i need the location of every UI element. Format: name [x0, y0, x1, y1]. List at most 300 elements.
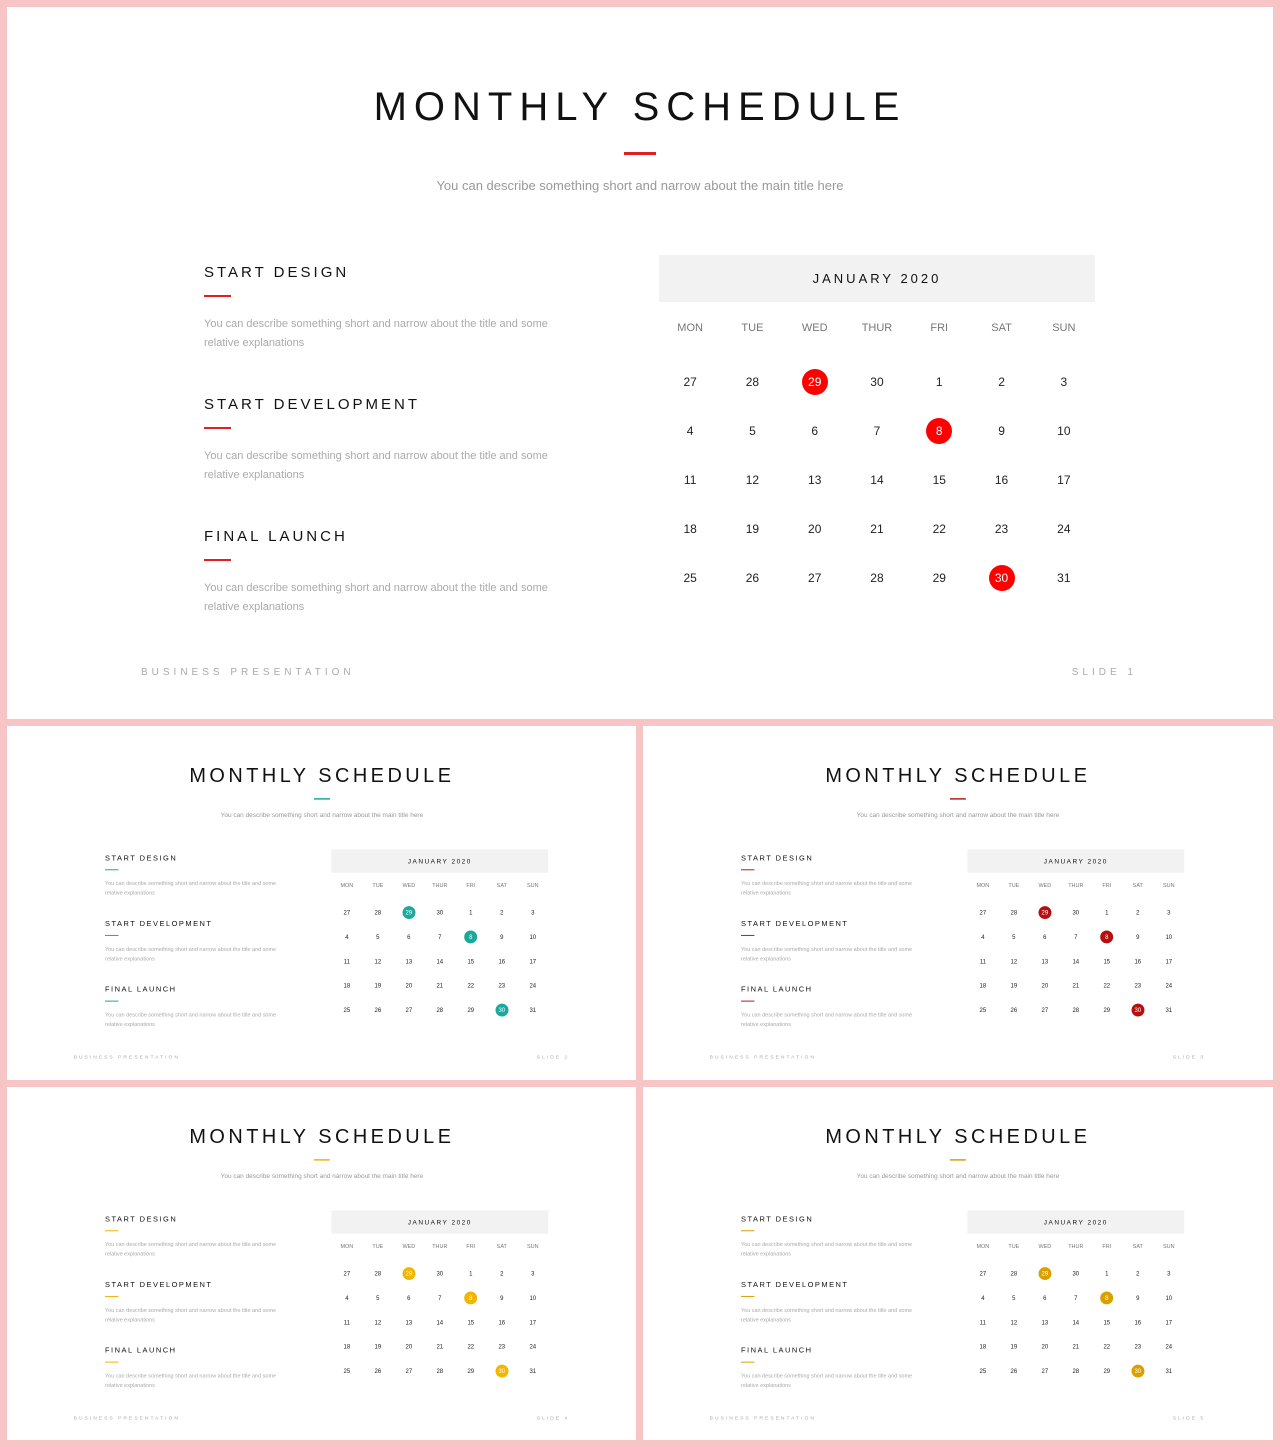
calendar-day[interactable] [967, 900, 998, 924]
calendar-day[interactable] [1029, 1359, 1060, 1383]
calendar-day-number: 24 [529, 981, 537, 989]
calendar-week-row [331, 1286, 548, 1310]
calendar-day[interactable] [1122, 925, 1153, 949]
calendar-day[interactable] [362, 900, 393, 924]
calendar-day[interactable] [967, 1334, 998, 1358]
calendar-day[interactable] [393, 998, 424, 1022]
calendar-day[interactable] [1060, 1359, 1091, 1383]
calendar-day[interactable] [393, 1310, 424, 1334]
title-accent-bar [314, 1159, 330, 1160]
calendar-day-number: 17 [529, 1318, 537, 1326]
task-item [741, 854, 920, 898]
task-item [741, 1346, 920, 1390]
calendar-day[interactable] [1060, 900, 1091, 924]
calendar-day[interactable] [393, 973, 424, 997]
calendar-day[interactable] [1153, 998, 1184, 1022]
calendar-day-number: 18 [979, 981, 987, 989]
calendar-day[interactable] [967, 1359, 998, 1383]
calendar-day-number: 3 [531, 1269, 535, 1277]
calendar-day-highlighted[interactable] [455, 1286, 486, 1310]
task-name: FINAL LAUNCH [741, 1346, 813, 1355]
calendar-day[interactable] [1033, 406, 1095, 455]
task-accent-bar [741, 1001, 754, 1002]
calendar-day-number: 7 [438, 933, 442, 941]
calendar-day[interactable] [455, 900, 486, 924]
calendar-day[interactable] [1153, 1261, 1184, 1285]
calendar-day[interactable] [1122, 1310, 1153, 1334]
slide-5[interactable] [643, 1087, 1273, 1440]
calendar-day[interactable] [1060, 998, 1091, 1022]
calendar-day[interactable] [393, 1286, 424, 1310]
weekday-label: FRI [1102, 882, 1112, 889]
slide-3[interactable] [643, 726, 1273, 1080]
task-description: You can describe something short and narrow about the title and some relative explanations [105, 1012, 277, 1028]
calendar-day[interactable] [331, 1261, 362, 1285]
calendar-day[interactable] [1029, 973, 1060, 997]
task-item [105, 920, 284, 964]
calendar-day-number: 14 [436, 1318, 444, 1326]
calendar-day[interactable] [846, 406, 908, 455]
calendar-day[interactable] [1060, 973, 1091, 997]
calendar-day[interactable] [659, 504, 721, 553]
calendar-day-highlighted[interactable] [1122, 1359, 1153, 1383]
calendar-day[interactable] [393, 925, 424, 949]
calendar-day[interactable] [846, 455, 908, 504]
calendar-day-number: 30 [495, 1003, 508, 1016]
calendar-day-number: 14 [870, 472, 884, 487]
calendar-day[interactable] [517, 949, 548, 973]
calendar-day[interactable] [784, 455, 846, 504]
calendar-day[interactable] [970, 455, 1032, 504]
calendar-day[interactable] [424, 949, 455, 973]
calendar-day[interactable] [721, 553, 783, 602]
task-name: START DESIGN [741, 853, 814, 863]
task-description: You can describe something short and narrow about the title and some relative explanations [204, 450, 548, 481]
calendar-day[interactable] [486, 949, 517, 973]
calendar-day[interactable] [1033, 455, 1095, 504]
calendar-day[interactable] [967, 925, 998, 949]
calendar-day-highlighted[interactable] [1122, 998, 1153, 1022]
calendar [331, 849, 548, 1022]
calendar-day[interactable] [721, 406, 783, 455]
slide-title: MONTHLY SCHEDULE [825, 1125, 1091, 1148]
calendar-day[interactable] [331, 1286, 362, 1310]
calendar-day-number: 23 [498, 981, 506, 989]
calendar-day[interactable] [331, 973, 362, 997]
calendar-day[interactable] [486, 1334, 517, 1358]
calendar-day[interactable] [998, 1310, 1029, 1334]
calendar-day-highlighted[interactable] [970, 553, 1032, 602]
calendar-week-row [331, 998, 548, 1022]
calendar-day[interactable] [331, 1310, 362, 1334]
calendar-day[interactable] [967, 1261, 998, 1285]
calendar-day[interactable] [455, 973, 486, 997]
calendar-day[interactable] [517, 925, 548, 949]
calendar-day[interactable] [486, 973, 517, 997]
weekday-label: SUN [1052, 322, 1076, 334]
calendar-day[interactable] [1091, 973, 1122, 997]
calendar-day[interactable] [1029, 1286, 1060, 1310]
calendar-day[interactable] [331, 1359, 362, 1383]
slide-2[interactable] [7, 726, 636, 1080]
calendar-day-number: 28 [374, 908, 382, 916]
task-name: START DESIGN [105, 1214, 178, 1224]
calendar-day[interactable] [331, 925, 362, 949]
calendar-day[interactable] [1122, 1261, 1153, 1285]
calendar-day[interactable] [1091, 1261, 1122, 1285]
calendar-day-number: 17 [1165, 957, 1173, 965]
calendar-day[interactable] [486, 1261, 517, 1285]
calendar-day-number: 23 [994, 521, 1009, 536]
weekday-header-row [659, 322, 1095, 342]
calendar-day[interactable] [362, 949, 393, 973]
footer-slide-number: SLIDE 2 [536, 1054, 570, 1060]
calendar-week-row [659, 455, 1095, 504]
calendar-day[interactable] [517, 1286, 548, 1310]
calendar-day-number: 5 [376, 1294, 380, 1302]
task-item [741, 1215, 920, 1259]
calendar-month-header: JANUARY 2020 [331, 849, 548, 872]
calendar-day[interactable] [455, 1261, 486, 1285]
calendar-day-number: 31 [1165, 1006, 1173, 1014]
calendar-day[interactable] [393, 1334, 424, 1358]
calendar-day[interactable] [1029, 949, 1060, 973]
calendar-day-number: 16 [994, 472, 1009, 487]
calendar-day[interactable] [1122, 973, 1153, 997]
calendar-day[interactable] [362, 1334, 393, 1358]
calendar-day[interactable] [1029, 925, 1060, 949]
calendar-day[interactable] [424, 1359, 455, 1383]
calendar-day-number: 21 [1072, 1342, 1080, 1350]
calendar-day-highlighted[interactable] [393, 900, 424, 924]
calendar-day[interactable] [1060, 949, 1091, 973]
calendar-day[interactable] [486, 1286, 517, 1310]
calendar-day[interactable] [517, 1359, 548, 1383]
calendar-day[interactable] [455, 998, 486, 1022]
calendar [967, 849, 1184, 1022]
calendar-day[interactable] [998, 1286, 1029, 1310]
task-description: You can describe something short and narrow about the title and some relative explanations [741, 1307, 913, 1323]
calendar-day[interactable] [486, 1310, 517, 1334]
calendar-day[interactable] [967, 973, 998, 997]
calendar-day-number: 3 [1167, 908, 1171, 916]
calendar-day[interactable] [393, 1359, 424, 1383]
calendar-day-highlighted[interactable] [908, 406, 970, 455]
calendar-day[interactable] [998, 925, 1029, 949]
calendar-day-number: 30 [1131, 1364, 1144, 1377]
calendar-day[interactable] [908, 357, 970, 406]
calendar-day-number: 23 [1134, 1342, 1142, 1350]
calendar-day[interactable] [784, 553, 846, 602]
calendar-day[interactable] [455, 1334, 486, 1358]
task-accent-bar [105, 1296, 118, 1297]
calendar-week-row [967, 1261, 1184, 1285]
calendar-day[interactable] [1153, 1310, 1184, 1334]
task-accent-bar [204, 295, 231, 297]
calendar-day-number: 30 [1072, 1269, 1080, 1277]
calendar-day[interactable] [1153, 925, 1184, 949]
weekday-label: SAT [496, 882, 507, 889]
calendar-day[interactable] [362, 998, 393, 1022]
calendar-day-number: 4 [686, 423, 694, 438]
calendar-day[interactable] [517, 1334, 548, 1358]
calendar-day-highlighted[interactable] [1029, 900, 1060, 924]
calendar-day[interactable] [784, 504, 846, 553]
calendar-day[interactable] [1091, 1310, 1122, 1334]
calendar-day[interactable] [1029, 998, 1060, 1022]
calendar-day[interactable] [970, 406, 1032, 455]
task-item [741, 1281, 920, 1325]
task-description: You can describe something short and narrow about the title and some relative explanations [105, 1307, 277, 1323]
calendar-day-number: 29 [1038, 1267, 1051, 1280]
calendar-day[interactable] [331, 900, 362, 924]
calendar-day[interactable] [1033, 553, 1095, 602]
task-description: You can describe something short and narrow about the title and some relative explanations [741, 880, 913, 897]
calendar-day-number: 7 [1074, 933, 1078, 941]
calendar-day[interactable] [908, 553, 970, 602]
calendar-day[interactable] [1153, 973, 1184, 997]
calendar-day-highlighted[interactable] [1029, 1261, 1060, 1285]
calendar-day-number: 2 [500, 1269, 504, 1277]
calendar-day[interactable] [331, 949, 362, 973]
calendar-day[interactable] [784, 406, 846, 455]
calendar-day[interactable] [998, 949, 1029, 973]
calendar-weeks [331, 900, 548, 1022]
calendar-day[interactable] [393, 949, 424, 973]
task-item [105, 1281, 284, 1325]
calendar-day-number: 30 [1131, 1003, 1144, 1016]
calendar-day[interactable] [1122, 1334, 1153, 1358]
weekday-label: SUN [526, 1243, 539, 1250]
calendar-day[interactable] [517, 1261, 548, 1285]
calendar-day[interactable] [1091, 1359, 1122, 1383]
calendar-day-number: 19 [745, 521, 760, 536]
calendar-day[interactable] [517, 900, 548, 924]
calendar-day[interactable] [998, 900, 1029, 924]
footer-left-label: BUSINESS PRESENTATION [141, 667, 355, 678]
task-item [204, 396, 564, 485]
calendar-day-number: 28 [1010, 1269, 1018, 1277]
weekday-label: FRI [930, 322, 949, 334]
calendar-day[interactable] [970, 357, 1032, 406]
calendar-day[interactable] [1029, 1310, 1060, 1334]
calendar-day[interactable] [1153, 1359, 1184, 1383]
calendar-day-number: 6 [407, 933, 411, 941]
calendar-day-number: 1 [469, 1269, 473, 1277]
calendar-day-highlighted[interactable] [393, 1261, 424, 1285]
calendar-day-number: 11 [979, 1318, 986, 1326]
calendar-day[interactable] [846, 504, 908, 553]
calendar-day[interactable] [1060, 1261, 1091, 1285]
calendar-day-number: 25 [343, 1006, 351, 1014]
calendar-day[interactable] [517, 973, 548, 997]
calendar-day[interactable] [1091, 900, 1122, 924]
calendar-day-number: 13 [1041, 957, 1049, 965]
calendar-day-number: 2 [1136, 1269, 1140, 1277]
calendar-day-number: 28 [1072, 1006, 1080, 1014]
calendar-day-highlighted[interactable] [784, 357, 846, 406]
weekday-header-row [331, 883, 548, 893]
calendar-day[interactable] [846, 553, 908, 602]
calendar-day[interactable] [659, 455, 721, 504]
calendar-day[interactable] [659, 357, 721, 406]
calendar-day-highlighted[interactable] [1091, 1286, 1122, 1310]
calendar-day[interactable] [331, 998, 362, 1022]
calendar-day-number: 14 [1072, 957, 1080, 965]
calendar-day[interactable] [1153, 1334, 1184, 1358]
calendar-day[interactable] [998, 1334, 1029, 1358]
task-accent-bar [204, 559, 231, 561]
weekday-label: TUE [1008, 882, 1020, 889]
calendar-day[interactable] [424, 973, 455, 997]
calendar-day[interactable] [1091, 1334, 1122, 1358]
calendar-day[interactable] [362, 1286, 393, 1310]
task-name: FINAL LAUNCH [204, 528, 348, 545]
calendar-day[interactable] [362, 1261, 393, 1285]
footer-left-label: BUSINESS PRESENTATION [709, 1415, 816, 1421]
calendar-day[interactable] [1060, 1310, 1091, 1334]
calendar-day-number: 26 [745, 570, 760, 585]
calendar-day[interactable] [1033, 357, 1095, 406]
calendar-week-row [967, 1286, 1184, 1310]
calendar-day-number: 5 [1012, 1294, 1016, 1302]
calendar-day-highlighted[interactable] [486, 998, 517, 1022]
calendar-day-number: 27 [343, 908, 351, 916]
calendar-day[interactable] [721, 455, 783, 504]
calendar-day[interactable] [517, 998, 548, 1022]
calendar-day-number: 5 [376, 933, 380, 941]
calendar-day[interactable] [659, 406, 721, 455]
calendar-day-number: 27 [808, 570, 822, 585]
calendar-day[interactable] [721, 504, 783, 553]
calendar-day[interactable] [424, 1286, 455, 1310]
calendar-day[interactable] [908, 504, 970, 553]
calendar-day[interactable] [998, 1261, 1029, 1285]
calendar-day[interactable] [721, 357, 783, 406]
calendar-day[interactable] [331, 1334, 362, 1358]
calendar-day-number: 30 [436, 1269, 444, 1277]
calendar-day[interactable] [1091, 949, 1122, 973]
calendar-day[interactable] [1060, 1334, 1091, 1358]
calendar-day-number: 16 [498, 957, 506, 965]
calendar-day-number: 20 [1041, 1342, 1049, 1350]
slide-1[interactable] [7, 7, 1273, 719]
calendar-day[interactable] [1029, 1334, 1060, 1358]
calendar-day-number: 2 [998, 374, 1005, 389]
calendar-week-row [331, 949, 548, 973]
calendar-day-number: 26 [1010, 1006, 1018, 1014]
calendar-day[interactable] [998, 973, 1029, 997]
calendar-day-highlighted[interactable] [1091, 925, 1122, 949]
calendar-day[interactable] [1153, 900, 1184, 924]
calendar-day-number: 4 [981, 1294, 985, 1302]
calendar-day[interactable] [998, 998, 1029, 1022]
calendar-day-number: 12 [1010, 957, 1018, 965]
calendar-day[interactable] [1060, 925, 1091, 949]
calendar-day-highlighted[interactable] [486, 1359, 517, 1383]
calendar-day-number: 27 [343, 1269, 351, 1277]
calendar-day[interactable] [1153, 1286, 1184, 1310]
calendar-day[interactable] [998, 1359, 1029, 1383]
weekday-label: SUN [1162, 882, 1175, 889]
calendar-day[interactable] [1153, 949, 1184, 973]
calendar-day[interactable] [967, 998, 998, 1022]
calendar-day[interactable] [1122, 1286, 1153, 1310]
slide-4[interactable] [7, 1087, 636, 1440]
calendar-day-number: 27 [979, 1269, 987, 1277]
calendar-day-number: 28 [1072, 1367, 1080, 1375]
calendar-day-number: 29 [1103, 1006, 1111, 1014]
calendar-day[interactable] [486, 900, 517, 924]
calendar-day[interactable] [362, 973, 393, 997]
calendar-day-number: 25 [979, 1006, 987, 1014]
calendar-day[interactable] [908, 455, 970, 504]
calendar-day[interactable] [362, 925, 393, 949]
calendar-weeks [659, 357, 1095, 602]
calendar-day[interactable] [967, 949, 998, 973]
calendar-day[interactable] [1033, 504, 1095, 553]
calendar-day-number: 14 [436, 957, 444, 965]
calendar-day-number: 25 [683, 570, 697, 585]
calendar-day[interactable] [362, 1359, 393, 1383]
calendar-day-number: 27 [1041, 1367, 1049, 1375]
calendar-day[interactable] [486, 925, 517, 949]
calendar-day-number: 15 [1103, 957, 1111, 965]
calendar-day[interactable] [424, 998, 455, 1022]
calendar-day-number: 8 [464, 930, 477, 943]
slide-subtitle: You can describe something short and narrow about the main title here [436, 178, 844, 193]
task-accent-bar [105, 935, 118, 936]
calendar-day[interactable] [846, 357, 908, 406]
calendar-day[interactable] [424, 900, 455, 924]
calendar-day[interactable] [455, 1359, 486, 1383]
calendar-day[interactable] [967, 1310, 998, 1334]
calendar-week-row [967, 949, 1184, 973]
calendar [659, 255, 1095, 602]
weekday-label: FRI [1102, 1243, 1112, 1250]
calendar-month-header: JANUARY 2020 [331, 1210, 548, 1233]
weekday-label: THUR [432, 1243, 448, 1250]
calendar-day[interactable] [1122, 900, 1153, 924]
calendar-day-number: 20 [405, 1342, 413, 1350]
calendar-day-number: 11 [979, 957, 986, 965]
calendar-day[interactable] [659, 553, 721, 602]
calendar-day[interactable] [424, 925, 455, 949]
weekday-label: SAT [991, 322, 1012, 334]
task-accent-bar [204, 427, 231, 429]
task-description: You can describe something short and narrow about the title and some relative explanations [741, 946, 913, 962]
calendar-day[interactable] [970, 504, 1032, 553]
calendar-day-highlighted[interactable] [455, 925, 486, 949]
calendar-day-number: 5 [1012, 933, 1016, 941]
calendar-day[interactable] [424, 1334, 455, 1358]
calendar-day[interactable] [1091, 998, 1122, 1022]
calendar-day[interactable] [1060, 1286, 1091, 1310]
calendar-day[interactable] [1122, 949, 1153, 973]
calendar-day[interactable] [455, 1310, 486, 1334]
calendar-day[interactable] [424, 1261, 455, 1285]
calendar [331, 1210, 548, 1383]
calendar-day[interactable] [362, 1310, 393, 1334]
calendar-day[interactable] [967, 1286, 998, 1310]
calendar-day[interactable] [424, 1310, 455, 1334]
task-accent-bar [741, 1296, 754, 1297]
calendar-day[interactable] [517, 1310, 548, 1334]
task-description: You can describe something short and narrow about the title and some relative explanations [105, 1373, 277, 1389]
calendar-day-number: 27 [979, 908, 987, 916]
calendar-day[interactable] [455, 949, 486, 973]
weekday-label: THUR [861, 322, 893, 334]
